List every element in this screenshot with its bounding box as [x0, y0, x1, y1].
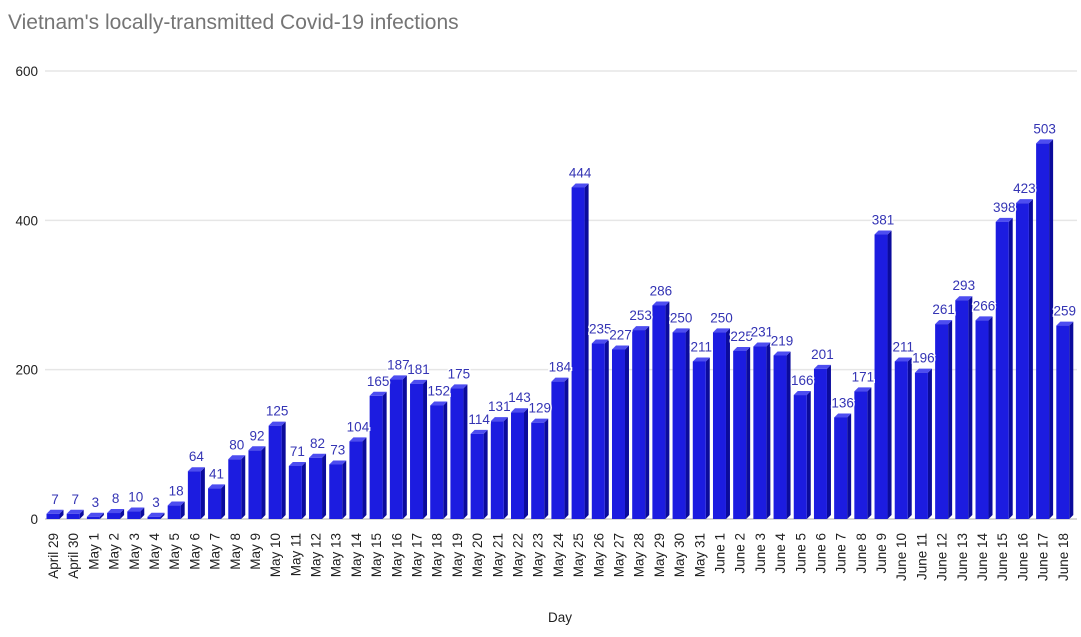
- bar-May-25: [572, 183, 589, 519]
- bar-May-3: [127, 508, 144, 519]
- bar-shape: [1056, 326, 1069, 519]
- bar-June-15: [996, 218, 1013, 519]
- bar-May-28: [632, 326, 649, 519]
- value-label-May-22: 143: [508, 390, 531, 406]
- bar-shape: [908, 357, 912, 519]
- x-tick-May-10: May 10: [268, 533, 284, 578]
- bar-shape: [928, 369, 932, 519]
- x-tick-June-12: June 12: [934, 533, 950, 582]
- bar-shape: [753, 347, 766, 519]
- x-tick-May-9: May 9: [247, 533, 263, 570]
- x-tick-May-15: May 15: [369, 533, 385, 578]
- bar-June-1: [713, 328, 730, 519]
- x-tick-May-23: May 23: [530, 533, 546, 578]
- bar-May-2: [107, 509, 124, 519]
- bar-shape: [1049, 139, 1053, 519]
- bar-shape: [524, 408, 528, 519]
- bar-shape: [511, 412, 524, 519]
- bar-June-5: [794, 391, 811, 519]
- x-tick-June-17: June 17: [1035, 533, 1051, 582]
- bar-shape: [774, 355, 787, 519]
- bar-shape: [289, 466, 302, 519]
- bar-May-14: [349, 437, 366, 519]
- bar-shape: [322, 454, 326, 519]
- value-label-June-15: 398: [992, 199, 1016, 215]
- bar-shape: [423, 380, 427, 519]
- x-tick-June-5: June 5: [793, 533, 809, 574]
- bar-shape: [168, 506, 181, 519]
- bar-shape: [867, 387, 871, 519]
- x-tick-April-29: April 29: [46, 533, 61, 579]
- bar-May-30: [673, 328, 690, 519]
- bar-shape: [955, 300, 968, 519]
- x-tick-May-8: May 8: [227, 533, 243, 570]
- bar-shape: [1036, 143, 1049, 519]
- x-axis-title: Day: [547, 610, 572, 625]
- bar-shape: [403, 375, 407, 519]
- bar-shape: [935, 324, 948, 519]
- bar-June-18: [1056, 322, 1073, 519]
- x-tick-May-5: May 5: [167, 533, 183, 570]
- value-label-June-17: 503: [1033, 121, 1056, 137]
- value-label-May-10: 125: [265, 403, 289, 419]
- bar-June-9: [875, 231, 892, 519]
- value-label-May-9: 92: [249, 428, 265, 444]
- bar-shape: [592, 344, 605, 519]
- bar-shape: [814, 369, 827, 519]
- x-tick-May-3: May 3: [126, 533, 142, 570]
- x-tick-May-20: May 20: [470, 533, 486, 578]
- bar-June-10: [895, 357, 912, 519]
- x-tick-May-29: May 29: [651, 533, 667, 578]
- value-label-May-26: 235: [589, 321, 612, 337]
- bar-April-29: [47, 510, 64, 519]
- x-tick-June-18: June 18: [1055, 533, 1071, 582]
- bar-shape: [1069, 322, 1073, 519]
- bar-shape: [531, 423, 544, 519]
- value-label-June-11: 196: [912, 350, 935, 366]
- x-tick-May-28: May 28: [631, 533, 647, 578]
- value-label-May-11: 71: [289, 443, 305, 459]
- bar-June-3: [753, 343, 770, 519]
- bar-shape: [248, 450, 261, 519]
- value-label-June-9: 381: [871, 212, 895, 228]
- bar-shape: [484, 430, 488, 519]
- value-label-May-2: 8: [111, 491, 120, 507]
- value-label-May-13: 73: [330, 442, 346, 458]
- x-tick-June-9: June 9: [874, 533, 890, 574]
- bar-shape: [241, 455, 245, 519]
- value-label-May-21: 131: [488, 399, 511, 415]
- x-tick-May-25: May 25: [571, 533, 587, 578]
- value-label-May-16: 187: [387, 357, 410, 373]
- value-label-June-3: 231: [750, 324, 774, 340]
- bar-shape: [875, 235, 888, 519]
- bar-May-18: [430, 402, 447, 519]
- bar-June-17: [1036, 139, 1053, 519]
- bar-May-20: [471, 430, 488, 519]
- bar-shape: [450, 388, 463, 519]
- x-tick-June-10: June 10: [894, 533, 910, 582]
- value-label-June-8: 171: [851, 369, 875, 385]
- bar-shape: [564, 378, 568, 519]
- bar-shape: [87, 517, 100, 519]
- bar-shape: [847, 413, 851, 519]
- y-tick-400: 400: [15, 213, 38, 229]
- bar-shape: [349, 441, 362, 519]
- bar-shape: [269, 426, 282, 519]
- value-label-June-6: 201: [811, 346, 834, 362]
- x-tick-May-7: May 7: [207, 533, 223, 570]
- bar-shape: [471, 434, 484, 519]
- bar-shape: [551, 382, 564, 519]
- bar-shape: [726, 328, 730, 519]
- bar-shape: [201, 467, 205, 519]
- x-tick-May-1: May 1: [86, 533, 102, 570]
- value-label-May-31: 211: [690, 339, 713, 355]
- value-label-May-24: 184: [548, 359, 572, 375]
- bar-shape: [107, 513, 120, 519]
- x-tick-May-12: May 12: [308, 533, 324, 578]
- bar-shape: [127, 512, 140, 519]
- x-tick-May-31: May 31: [692, 533, 708, 578]
- bar-shape: [585, 183, 589, 519]
- x-tick-May-19: May 19: [449, 533, 465, 578]
- bar-shape: [807, 391, 811, 519]
- bar-May-1: [87, 513, 104, 519]
- x-tick-May-13: May 13: [328, 533, 344, 578]
- value-label-May-28: 253: [629, 308, 652, 324]
- bar-June-13: [955, 296, 972, 519]
- value-label-May-1: 3: [91, 494, 100, 510]
- bar-shape: [673, 332, 686, 519]
- bar-shape: [544, 419, 548, 519]
- value-label-May-4: 3: [152, 494, 160, 510]
- bar-shape: [854, 391, 867, 519]
- bar-shape: [208, 488, 221, 519]
- bar-shape: [686, 328, 690, 519]
- bar-shape: [1016, 203, 1029, 519]
- value-label-June-14: 266: [972, 298, 996, 314]
- value-label-May-8: 80: [229, 437, 245, 453]
- bar-May-29: [652, 301, 669, 519]
- value-label-April-29: 7: [51, 491, 59, 507]
- x-tick-June-8: June 8: [853, 533, 869, 574]
- bar-shape: [996, 222, 1009, 519]
- value-label-May-7: 41: [209, 466, 225, 482]
- x-tick-June-7: June 7: [833, 533, 849, 574]
- bar-May-12: [309, 454, 326, 519]
- x-tick-May-21: May 21: [490, 533, 506, 578]
- value-label-June-5: 166: [790, 373, 814, 389]
- value-label-May-20: 114: [468, 411, 490, 427]
- x-tick-May-2: May 2: [106, 533, 122, 570]
- bar-June-2: [733, 347, 750, 519]
- value-label-June-1: 250: [710, 310, 733, 326]
- x-tick-June-3: June 3: [752, 533, 768, 574]
- value-label-May-29: 286: [649, 283, 673, 299]
- bar-May-7: [208, 484, 225, 519]
- x-tick-June-4: June 4: [773, 533, 789, 574]
- bar-May-6: [188, 467, 205, 519]
- value-label-June-13: 293: [952, 278, 976, 294]
- bar-shape: [329, 464, 342, 519]
- x-tick-May-11: May 11: [288, 533, 304, 577]
- x-tick-May-18: May 18: [429, 533, 445, 578]
- bar-shape: [665, 301, 669, 519]
- bar-shape: [282, 422, 286, 519]
- bar-shape: [390, 379, 403, 519]
- bar-shape: [693, 361, 706, 519]
- bar-shape: [895, 361, 908, 519]
- bar-shape: [605, 340, 609, 519]
- bar-shape: [342, 460, 346, 519]
- bar-shape: [652, 305, 665, 519]
- bar-May-9: [248, 446, 265, 519]
- y-tick-200: 200: [15, 362, 38, 378]
- bar-May-8: [228, 455, 245, 519]
- value-label-May-17: 181: [407, 361, 430, 377]
- value-label-June-12: 261: [932, 302, 955, 318]
- bar-shape: [370, 396, 383, 519]
- x-tick-May-26: May 26: [591, 533, 607, 578]
- bar-shape: [888, 231, 892, 519]
- bar-May-4: [147, 513, 164, 519]
- bar-shape: [302, 462, 306, 519]
- bar-May-16: [390, 375, 407, 519]
- bar-shape: [47, 514, 60, 519]
- bar-shape: [612, 350, 625, 519]
- bar-shape: [645, 326, 649, 519]
- bar-shape: [713, 332, 726, 519]
- value-label-May-12: 82: [310, 435, 326, 451]
- bar-shape: [491, 421, 504, 519]
- bar-April-30: [67, 510, 84, 519]
- bar-shape: [915, 373, 928, 519]
- value-label-May-15: 165: [366, 373, 390, 389]
- bar-May-15: [370, 392, 387, 519]
- bar-May-22: [511, 408, 528, 519]
- bar-May-23: [531, 419, 548, 519]
- x-tick-May-4: May 4: [146, 533, 162, 570]
- bar-May-26: [592, 340, 609, 519]
- bar-shape: [572, 187, 585, 519]
- value-label-May-25: 444: [568, 165, 592, 181]
- bar-shape: [362, 437, 366, 519]
- bar-May-19: [450, 384, 467, 519]
- value-label-June-18: 259: [1053, 303, 1077, 319]
- value-label-June-7: 136: [831, 395, 854, 411]
- bar-shape: [410, 384, 423, 519]
- bar-shape: [1009, 218, 1013, 519]
- bar-shape: [746, 347, 750, 519]
- bar-May-27: [612, 346, 629, 519]
- bar-June-8: [854, 387, 871, 519]
- value-label-June-10: 211: [892, 339, 915, 355]
- bar-shape: [430, 406, 443, 519]
- x-tick-June-1: June 1: [712, 533, 728, 574]
- bar-shape: [632, 330, 645, 519]
- x-tick-April-30: April 30: [66, 533, 82, 579]
- value-label-June-16: 423: [1013, 181, 1036, 197]
- bar-shape: [976, 320, 989, 519]
- bar-shape: [827, 365, 831, 519]
- bar-June-14: [976, 316, 993, 519]
- y-tick-600: 600: [15, 64, 38, 79]
- bar-shape: [383, 392, 387, 519]
- x-tick-June-6: June 6: [813, 533, 829, 574]
- bar-May-21: [491, 417, 508, 519]
- x-tick-May-17: May 17: [409, 533, 425, 578]
- bar-shape: [948, 320, 952, 519]
- bar-May-5: [168, 502, 185, 519]
- x-tick-May-24: May 24: [550, 533, 566, 578]
- bar-shape: [766, 343, 770, 519]
- bar-May-13: [329, 460, 346, 519]
- value-label-May-19: 175: [447, 366, 471, 382]
- x-tick-May-27: May 27: [611, 533, 627, 578]
- bar-June-6: [814, 365, 831, 519]
- bar-shape: [706, 357, 710, 519]
- value-label-April-30: 7: [71, 491, 79, 507]
- bar-June-11: [915, 369, 932, 519]
- bar-June-16: [1016, 199, 1033, 519]
- x-tick-May-16: May 16: [389, 533, 405, 578]
- value-label-May-5: 18: [168, 483, 184, 499]
- value-label-May-27: 227: [609, 327, 632, 343]
- bar-shape: [261, 446, 265, 519]
- bar-shape: [787, 351, 791, 519]
- value-label-May-6: 64: [188, 449, 204, 465]
- chart-title: Vietnam's locally-transmitted Covid-19 infections: [8, 11, 459, 34]
- value-label-May-3: 10: [128, 489, 144, 505]
- bar-May-31: [693, 357, 710, 519]
- value-label-May-18: 152: [427, 383, 450, 399]
- value-label-June-2: 225: [730, 329, 753, 344]
- x-tick-May-30: May 30: [672, 533, 688, 578]
- bar-May-10: [269, 422, 286, 519]
- x-tick-June-11: June 11: [914, 533, 930, 581]
- bar-shape: [443, 402, 447, 519]
- value-label-May-14: 104: [346, 419, 370, 435]
- bar-shape: [147, 517, 160, 519]
- bar-May-17: [410, 380, 427, 519]
- bar-shape: [968, 296, 972, 519]
- bar-May-11: [289, 462, 306, 519]
- x-tick-June-14: June 14: [975, 533, 991, 582]
- x-tick-May-6: May 6: [187, 533, 203, 570]
- x-tick-June-16: June 16: [1015, 533, 1031, 582]
- bar-shape: [228, 459, 241, 519]
- x-tick-May-22: May 22: [510, 533, 526, 578]
- bar-shape: [834, 417, 847, 519]
- bar-shape: [794, 395, 807, 519]
- bar-shape: [504, 417, 508, 519]
- x-tick-June-13: June 13: [954, 533, 970, 582]
- bar-shape: [463, 384, 467, 519]
- bar-shape: [1029, 199, 1033, 519]
- bar-shape: [309, 458, 322, 519]
- value-label-May-30: 250: [669, 310, 693, 326]
- bar-shape: [221, 484, 225, 519]
- x-tick-June-2: June 2: [732, 533, 748, 574]
- x-tick-June-15: June 15: [995, 533, 1011, 582]
- bar-May-24: [551, 378, 568, 519]
- x-tick-May-14: May 14: [348, 533, 364, 578]
- bar-shape: [989, 316, 993, 519]
- bar-shape: [625, 346, 629, 519]
- bar-June-4: [774, 351, 791, 519]
- bar-shape: [733, 351, 746, 519]
- bar-June-7: [834, 413, 851, 519]
- bar-shape: [67, 514, 80, 519]
- y-tick-0: 0: [30, 512, 38, 527]
- bar-June-12: [935, 320, 952, 519]
- bar-shape: [188, 471, 201, 519]
- value-label-June-4: 219: [770, 333, 794, 349]
- value-label-May-23: 129: [528, 400, 551, 416]
